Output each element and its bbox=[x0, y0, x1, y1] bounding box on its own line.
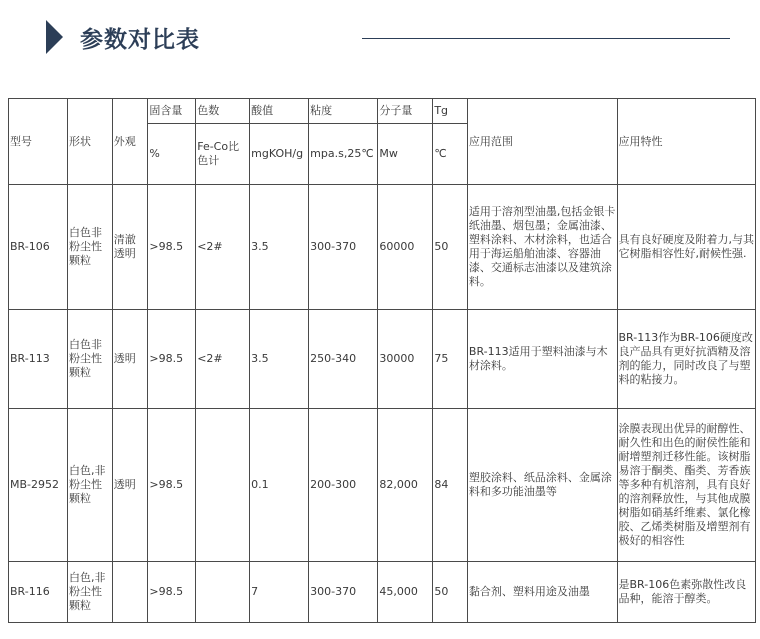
cell-color: <2# bbox=[196, 310, 250, 409]
cell-model: BR-113 bbox=[9, 310, 68, 409]
header-features: 应用特性 bbox=[617, 99, 755, 185]
cell-application: 适用于溶剂型油墨,包括金银卡纸油墨、烟包墨；金属油漆、塑料涂料、木材涂料，也适合用于海运船舶油漆、容器油漆、交通标志油漆以及建筑涂料。 bbox=[467, 185, 617, 310]
header-solid: 固含量 bbox=[148, 99, 196, 124]
cell-color bbox=[196, 409, 250, 562]
cell-application: 塑胶涂料、纸品涂料、金属涂料和多功能油墨等 bbox=[467, 409, 617, 562]
header-row bbox=[9, 99, 756, 124]
cell-application: BR-113适用于塑料油漆与木材涂料。 bbox=[467, 310, 617, 409]
cell-acid: 0.1 bbox=[250, 409, 309, 562]
cell-mw: 45,000 bbox=[378, 562, 433, 623]
cell-mw: 60000 bbox=[378, 185, 433, 310]
unit-color: Fe-Co比色计 bbox=[196, 124, 250, 185]
table-row bbox=[9, 409, 756, 562]
cell-tg: 75 bbox=[433, 310, 468, 409]
unit-viscosity: mpa.s,25℃ bbox=[309, 124, 378, 185]
cell-solid: >98.5 bbox=[148, 185, 196, 310]
cell-solid: >98.5 bbox=[148, 409, 196, 562]
header-mw: 分子量 bbox=[378, 99, 433, 124]
header-appearance: 外观 bbox=[112, 99, 148, 185]
cell-model: MB-2952 bbox=[9, 409, 68, 562]
cell-features: 具有良好硬度及附着力,与其它树脂相容性好,耐候性强. bbox=[617, 185, 755, 310]
cell-appearance bbox=[112, 562, 148, 623]
cell-viscosity: 250-340 bbox=[309, 310, 378, 409]
cell-features: 涂膜表现出优异的耐醇性、耐久性和出色的耐侯性能和耐增塑剂迁移性能。该树脂易溶于酮类、酯类、芳香族等多种有机溶剂，具有良好的溶剂释放性，与其他成膜树脂如硝基纤维素、氯化橡胶、乙烯类树脂及增塑剂有极好的相容性 bbox=[617, 409, 755, 562]
cell-appearance: 透明 bbox=[112, 409, 148, 562]
cell-features: BR-113作为BR-106硬度改良产品具有更好抗酒精及溶剂的能力，同时改良了与塑料的粘接力。 bbox=[617, 310, 755, 409]
header-color: 色数 bbox=[196, 99, 250, 124]
page-header bbox=[0, 0, 760, 80]
header-tg: Tg bbox=[433, 99, 468, 124]
cell-shape: 白色,非粉尘性颗粒 bbox=[68, 562, 113, 623]
header-acid: 酸值 bbox=[250, 99, 309, 124]
cell-tg: 50 bbox=[433, 185, 468, 310]
cell-mw: 82,000 bbox=[378, 409, 433, 562]
cell-tg: 84 bbox=[433, 409, 468, 562]
cell-viscosity: 200-300 bbox=[309, 409, 378, 562]
cell-application: 黏合剂、塑料用途及油墨 bbox=[467, 562, 617, 623]
chevron-right-icon bbox=[46, 20, 63, 54]
header-model: 型号 bbox=[9, 99, 68, 185]
unit-mw: Mw bbox=[378, 124, 433, 185]
cell-viscosity: 300-370 bbox=[309, 562, 378, 623]
cell-color: <2# bbox=[196, 185, 250, 310]
page-title: 参数对比表 bbox=[80, 27, 200, 53]
table-row bbox=[9, 310, 756, 409]
cell-color bbox=[196, 562, 250, 623]
cell-solid: >98.5 bbox=[148, 310, 196, 409]
cell-shape: 白色,非粉尘性颗粒 bbox=[68, 409, 113, 562]
cell-solid: >98.5 bbox=[148, 562, 196, 623]
cell-viscosity: 300-370 bbox=[309, 185, 378, 310]
cell-features: 是BR-106色素弥散性改良品种，能溶于醇类。 bbox=[617, 562, 755, 623]
cell-acid: 3.5 bbox=[250, 185, 309, 310]
cell-appearance: 透明 bbox=[112, 310, 148, 409]
cell-tg: 50 bbox=[433, 562, 468, 623]
cell-shape: 白色非粉尘性颗粒 bbox=[68, 310, 113, 409]
cell-model: BR-116 bbox=[9, 562, 68, 623]
cell-mw: 30000 bbox=[378, 310, 433, 409]
unit-solid: % bbox=[148, 124, 196, 185]
header-shape: 形状 bbox=[68, 99, 113, 185]
table-row bbox=[9, 562, 756, 623]
cell-acid: 3.5 bbox=[250, 310, 309, 409]
unit-tg: ℃ bbox=[433, 124, 468, 185]
header-application: 应用范围 bbox=[467, 99, 617, 185]
cell-appearance: 清澈透明 bbox=[112, 185, 148, 310]
cell-model: BR-106 bbox=[9, 185, 68, 310]
parameter-comparison-table bbox=[8, 98, 756, 623]
title-divider bbox=[362, 38, 730, 39]
cell-shape: 白色非粉尘性颗粒 bbox=[68, 185, 113, 310]
header-viscosity: 粘度 bbox=[309, 99, 378, 124]
table-row bbox=[9, 185, 756, 310]
cell-acid: 7 bbox=[250, 562, 309, 623]
unit-acid: mgKOH/g bbox=[250, 124, 309, 185]
